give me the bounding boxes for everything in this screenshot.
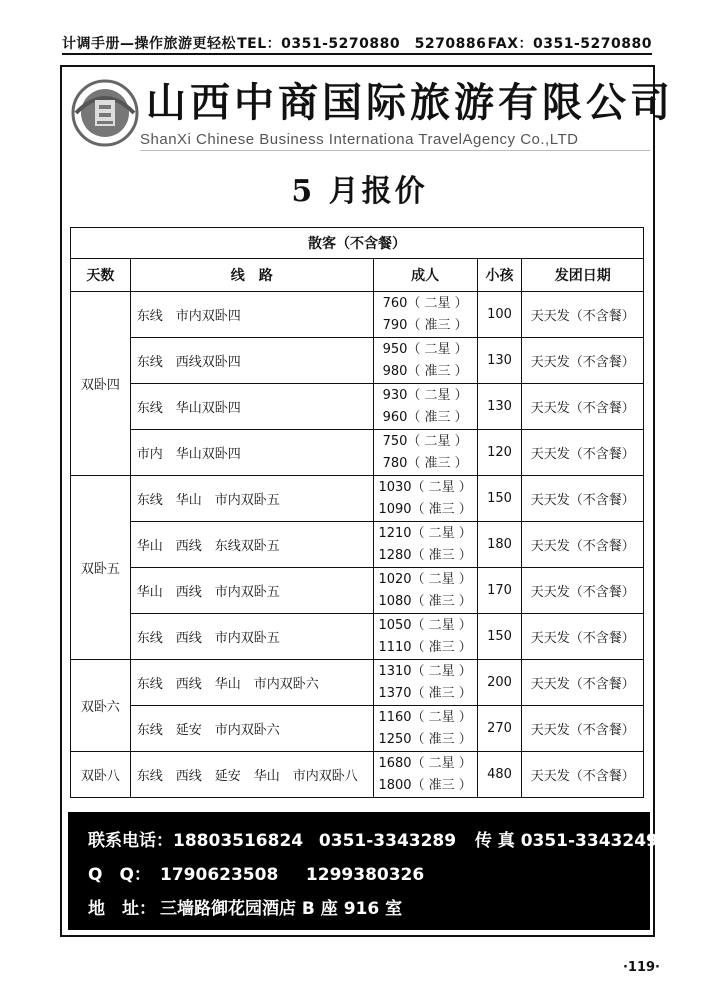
- departure-cell: 天天发（不含餐）: [522, 568, 644, 614]
- route-cell: 东线 西线 延安 华山 市内双卧八: [130, 752, 373, 798]
- qq-number-2: 1299380326: [305, 865, 425, 885]
- contact-qq-line: [88, 860, 650, 894]
- departure-cell: 天天发（不含餐）: [522, 338, 644, 384]
- days-cell: 双卧六: [71, 660, 131, 752]
- qq-label: Q Q：: [88, 865, 151, 885]
- child-price-cell: 150: [477, 614, 522, 660]
- adult-price-2star: 1050（ 二星 ）: [378, 617, 472, 633]
- adult-price-2star: 1680（ 二星 ）: [378, 755, 472, 771]
- column-header: 线 路: [130, 259, 373, 292]
- header-tel: TEL：0351-5270880 5270886: [237, 36, 487, 52]
- adult-price-3star: 780（ 准三 ）: [382, 455, 468, 471]
- phone-number-2: 0351-3343289: [318, 831, 457, 851]
- adult-price-cell: [373, 706, 477, 752]
- company-name-cn: 山西中商国际旅游有限公司: [146, 80, 674, 126]
- page-title: 5 月报价: [291, 174, 428, 209]
- table-row: [71, 614, 644, 660]
- table-row: [71, 752, 644, 798]
- adult-price-3star: 960（ 准三 ）: [382, 409, 468, 425]
- adult-price-cell: [373, 292, 477, 338]
- address-text: 三墙路御花园酒店 B 座 916 室: [160, 899, 403, 919]
- adult-price-cell: [373, 522, 477, 568]
- qq-number-1: 1790623508: [160, 865, 279, 885]
- adult-price-cell: [373, 338, 477, 384]
- adult-price-2star: 1210（ 二星 ）: [378, 525, 472, 541]
- child-price-cell: 150: [477, 476, 522, 522]
- route-cell: 东线 延安 市内双卧六: [130, 706, 373, 752]
- adult-price-cell: [373, 384, 477, 430]
- table-row: [71, 338, 644, 384]
- adult-price-3star: 1090（ 准三 ）: [378, 501, 472, 517]
- adult-price-2star: 950（ 二星 ）: [382, 341, 468, 357]
- adult-price-cell: [373, 752, 477, 798]
- adult-price-3star: 1080（ 准三 ）: [378, 593, 472, 609]
- child-price-cell: 270: [477, 706, 522, 752]
- header-bar: [62, 33, 652, 55]
- departure-cell: 天天发（不含餐）: [522, 752, 644, 798]
- table-row: [71, 430, 644, 476]
- adult-price-2star: 1020（ 二星 ）: [378, 571, 472, 587]
- child-price-cell: 120: [477, 430, 522, 476]
- adult-price-cell: [373, 430, 477, 476]
- adult-price-3star: 1800（ 准三 ）: [378, 777, 472, 793]
- child-price-cell: 130: [477, 338, 522, 384]
- fax-label: 传 真: [474, 831, 515, 851]
- adult-price-3star: 790（ 准三 ）: [382, 317, 468, 333]
- child-price-cell: 200: [477, 660, 522, 706]
- departure-cell: 天天发（不含餐）: [522, 614, 644, 660]
- header-slogan: 计调手册—操作旅游更轻松: [62, 36, 236, 52]
- child-price-cell: 480: [477, 752, 522, 798]
- adult-price-2star: 1030（ 二星 ）: [378, 479, 472, 495]
- header-fax: FAX：0351-5270880: [487, 36, 652, 52]
- price-table: [70, 227, 644, 798]
- company-name-en: ShanXi Chinese Business Internationa TravelAgency Co.,LTD: [140, 131, 650, 151]
- departure-cell: 天天发（不含餐）: [522, 706, 644, 752]
- contact-box: [68, 812, 658, 930]
- child-price-cell: 180: [477, 522, 522, 568]
- column-header: 小孩: [477, 259, 522, 292]
- adult-price-cell: [373, 476, 477, 522]
- contact-phone-line: [88, 826, 658, 860]
- adult-price-2star: 930（ 二星 ）: [382, 387, 468, 403]
- adult-price-cell: [373, 568, 477, 614]
- adult-price-2star: 750（ 二星 ）: [382, 433, 468, 449]
- company-logo-icon: [70, 78, 140, 148]
- days-cell: 双卧八: [71, 752, 131, 798]
- table-row: [71, 292, 644, 338]
- route-cell: 华山 西线 市内双卧五: [130, 568, 373, 614]
- table-row: [71, 384, 644, 430]
- adult-price-3star: 1370（ 准三 ）: [378, 685, 472, 701]
- table-row: [71, 660, 644, 706]
- departure-cell: 天天发（不含餐）: [522, 476, 644, 522]
- adult-price-cell: [373, 660, 477, 706]
- column-header: 发团日期: [522, 259, 644, 292]
- adult-price-3star: 1280（ 准三 ）: [378, 547, 472, 563]
- route-cell: 华山 西线 东线双卧五: [130, 522, 373, 568]
- adult-price-3star: 1110（ 准三 ）: [378, 639, 472, 655]
- adult-price-2star: 760（ 二星 ）: [382, 295, 468, 311]
- route-cell: 东线 华山双卧四: [130, 384, 373, 430]
- adult-price-3star: 1250（ 准三 ）: [378, 731, 472, 747]
- adult-price-cell: [373, 614, 477, 660]
- route-cell: 东线 西线双卧四: [130, 338, 373, 384]
- departure-cell: 天天发（不含餐）: [522, 522, 644, 568]
- adult-price-2star: 1310（ 二星 ）: [378, 663, 472, 679]
- table-row: [71, 476, 644, 522]
- table-row: [71, 706, 644, 752]
- child-price-cell: 100: [477, 292, 522, 338]
- column-header: 天数: [71, 259, 131, 292]
- departure-cell: 天天发（不含餐）: [522, 384, 644, 430]
- fax-number: 0351-3343249: [520, 831, 658, 851]
- departure-cell: 天天发（不含餐）: [522, 292, 644, 338]
- days-cell: 双卧四: [71, 292, 131, 476]
- phone-number-1: 18803516824: [173, 831, 304, 851]
- route-cell: 东线 西线 市内双卧五: [130, 614, 373, 660]
- contact-address-line: [88, 894, 650, 928]
- route-cell: 市内 华山双卧四: [130, 430, 373, 476]
- address-label: 地 址：: [88, 899, 156, 919]
- route-cell: 东线 市内双卧四: [130, 292, 373, 338]
- child-price-cell: 130: [477, 384, 522, 430]
- table-row: [71, 522, 644, 568]
- departure-cell: 天天发（不含餐）: [522, 430, 644, 476]
- child-price-cell: 170: [477, 568, 522, 614]
- adult-price-2star: 1160（ 二星 ）: [378, 709, 472, 725]
- departure-cell: 天天发（不含餐）: [522, 660, 644, 706]
- route-cell: 东线 西线 华山 市内双卧六: [130, 660, 373, 706]
- table-caption: 散客（不含餐）: [71, 228, 644, 259]
- route-cell: 东线 华山 市内双卧五: [130, 476, 373, 522]
- table-row: [71, 568, 644, 614]
- adult-price-3star: 980（ 准三 ）: [382, 363, 468, 379]
- phone-label: 联系电话：: [88, 831, 173, 851]
- days-cell: 双卧五: [71, 476, 131, 660]
- page-number: ·119·: [622, 960, 660, 975]
- column-header: 成人: [373, 259, 477, 292]
